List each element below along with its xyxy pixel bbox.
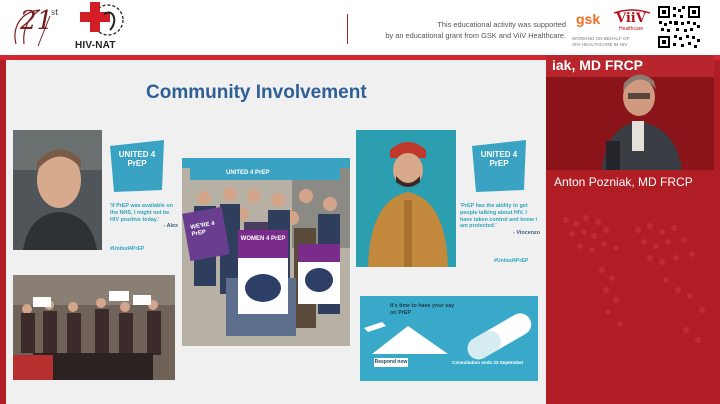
- consultation-date: Consultation ends 23 September: [452, 360, 524, 365]
- support-line-2: by an educational grant from GSK and ViiV Healthcare.: [385, 31, 566, 40]
- consultation-headline: It's time to have your say on PrEP: [390, 303, 455, 316]
- consultation-graphic: [360, 296, 538, 381]
- behalf-statement: [572, 36, 629, 47]
- portrait-image: [13, 130, 102, 250]
- slide-title: Community Involvement: [146, 82, 367, 103]
- placard-text: WOMEN 4 PrEP: [240, 236, 286, 242]
- viiv-text: ViiV: [616, 11, 646, 26]
- hiv-nat-logo: [74, 2, 132, 52]
- portrait-image: [356, 130, 456, 267]
- presentation-slide: [6, 60, 546, 404]
- crowd-image: [182, 158, 350, 346]
- alex-quote-text: 'If PrEP was available on the NHS, I might not be HIV positive today.': [110, 203, 173, 223]
- support-statement: [385, 19, 566, 41]
- behalf-line-1: WORKING ON BEHALF OF: [572, 36, 630, 41]
- united4prep-badge: [468, 138, 530, 194]
- speaker-name: Anton Pozniak, MD FRCP: [554, 175, 693, 189]
- viiv-sub: Healthcare: [619, 26, 644, 32]
- alex-photo: [13, 130, 102, 250]
- badge-label: UNITED 4 PrEP: [118, 150, 156, 168]
- speaker-banner-text: iak, MD FRCP: [552, 57, 644, 73]
- vincenzo-hashtag: #United4PrEP: [494, 258, 529, 264]
- behalf-line-2: VIIV HEALTHCARE IN HIV: [572, 41, 628, 47]
- gsk-text: gsk: [576, 11, 601, 27]
- group-photo: [182, 158, 350, 346]
- vincenzo-name: - Vincenzo: [513, 230, 540, 237]
- alex-quote: [110, 203, 178, 230]
- gsk-logo: [575, 9, 607, 33]
- vincenzo-quote-text: 'PrEP has the ability to get people talking about HIV. I have taken control and know I am protected.': [460, 203, 537, 230]
- alex-name: - Alex: [163, 223, 178, 230]
- header-divider: [347, 14, 348, 44]
- hiv-nat-label: HIV-NAT: [75, 40, 116, 51]
- header-bar: [0, 0, 720, 55]
- vincenzo-quote: [460, 203, 540, 237]
- speaker-video: [546, 55, 714, 170]
- protest-image: [13, 275, 175, 380]
- group-banner-text: UNITED 4 PrEP: [226, 170, 270, 176]
- respond-now-button[interactable]: Respond now: [374, 359, 408, 365]
- red-cross-icon: [74, 2, 132, 42]
- conference-number: 21: [20, 6, 54, 36]
- support-line-1: This educational activity was supported: [437, 20, 566, 29]
- sign-text: WE'RE 4 PrEP: [190, 220, 216, 238]
- alex-hashtag: #United4PrEP: [110, 246, 145, 252]
- united4prep-badge: [106, 138, 168, 194]
- badge-label: UNITED 4 PrEP: [480, 150, 518, 168]
- protest-photo: [13, 275, 175, 380]
- conference-suffix: st: [51, 8, 59, 17]
- conference-logo: [10, 4, 68, 50]
- vincenzo-photo: [356, 130, 456, 267]
- qr-code-icon[interactable]: [657, 5, 701, 49]
- world-map-icon: [546, 200, 720, 404]
